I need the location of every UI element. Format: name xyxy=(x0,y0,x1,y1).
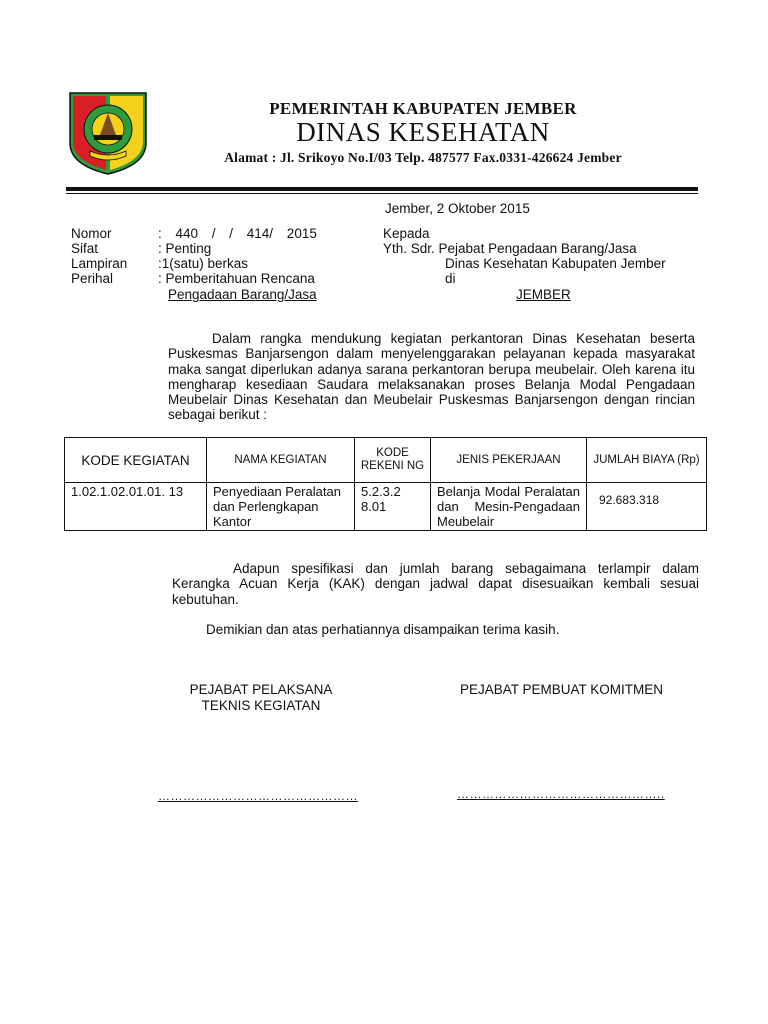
letterhead-government: PEMERINTAH KABUPATEN JEMBER xyxy=(269,99,577,118)
letter-date: Jember, 2 Oktober 2015 xyxy=(385,201,530,216)
sifat-value: : Penting xyxy=(158,241,212,256)
lampiran-label: Lampiran xyxy=(71,256,128,271)
sifat-label: Sifat xyxy=(71,241,99,256)
recipient-di: di xyxy=(445,271,456,286)
cell-jenis-pekerjaan: Belanja Modal Peralatan dan Mesin-Pengadaan Meubelair xyxy=(431,483,587,531)
nomor-label: Nomor xyxy=(71,226,112,241)
recipient-office: Dinas Kesehatan Kabupaten Jember xyxy=(445,256,666,271)
letterhead-address: Alamat : Jl. Srikoyo No.I/03 Telp. 487577 Fax.0331-426624 Jember xyxy=(224,150,622,165)
signature-left-line: ………………………………………… xyxy=(158,789,358,803)
signature-left-title-2: TEKNIS KEGIATAN xyxy=(201,698,321,713)
recipient-city: JEMBER xyxy=(516,287,571,302)
signature-right-title: PEJABAT PEMBUAT KOMITMEN xyxy=(460,682,664,697)
cell-jumlah-biaya: 92.683.318 xyxy=(587,483,707,531)
letterhead-rule-thin xyxy=(66,193,698,194)
header-nama-kegiatan: NAMA KEGIATAN xyxy=(207,438,355,483)
body-paragraph-2: Adapun spesifikasi dan jumlah barang sebagaimana terlampir dalam Kerangka Acuan Kerja (KAK) dengan jadwal dapat disesuaikan kembali sesuai kebutuhan. xyxy=(172,561,699,607)
activity-table xyxy=(64,437,707,531)
perihal-label: Perihal xyxy=(71,271,114,286)
header-kode-rekening: KODE REKENI NG xyxy=(355,438,431,483)
header-jenis-pekerjaan: JENIS PEKERJAAN xyxy=(431,438,587,483)
body-paragraph-1: Dalam rangka mendukung kegiatan perkantoran Dinas Kesehatan beserta Puskesmas Banjarsengon dalam menyelenggarakan pelayanan kepada masyarakat maka sangat diperlukan adanya sarana perkantoran berupa meubelair. Oleh karena itu mengharap kesediaan Saudara melaksanakan proses Belanja Modal Pengadaan Meubelair Dinas Kesehatan dan Meubelair Puskesmas Banjarsengon dengan rincian sebagai berikut : xyxy=(168,331,695,423)
cell-kode-rekening: 5.2.3.2 8.01 xyxy=(355,483,431,531)
recipient-kepada: Kepada xyxy=(383,226,430,241)
header-kode-kegiatan: KODE KEGIATAN xyxy=(65,438,207,483)
letterhead-rule-thick xyxy=(66,187,698,191)
body-paragraph-3: Demikian dan atas perhatiannya disampaikan terima kasih. xyxy=(206,622,560,637)
recipient-title: Yth. Sdr. Pejabat Pengadaan Barang/Jasa xyxy=(383,241,637,256)
nomor-value: : 440 / / 414/ 2015 xyxy=(158,226,317,241)
jember-logo-icon xyxy=(68,91,148,175)
cell-kode-kegiatan: 1.02.1.02.01.01. 13 xyxy=(65,483,207,531)
perihal-value-line2: Pengadaan Barang/Jasa xyxy=(168,287,317,302)
header-jumlah-biaya: JUMLAH BIAYA (Rp) xyxy=(587,438,707,483)
perihal-value: : Pemberitahuan Rencana xyxy=(158,271,315,286)
signature-left-title-1: PEJABAT PELAKSANA xyxy=(189,682,333,697)
signature-right-line: ………………………………………….. xyxy=(457,787,665,801)
letterhead-office: DINAS KESEHATAN xyxy=(296,117,550,147)
lampiran-value: :1(satu) berkas xyxy=(158,256,249,271)
table-row xyxy=(65,483,707,531)
table-header-row xyxy=(65,438,707,483)
cell-nama-kegiatan: Penyediaan Peralatan dan Perlengkapan Kantor xyxy=(207,483,355,531)
